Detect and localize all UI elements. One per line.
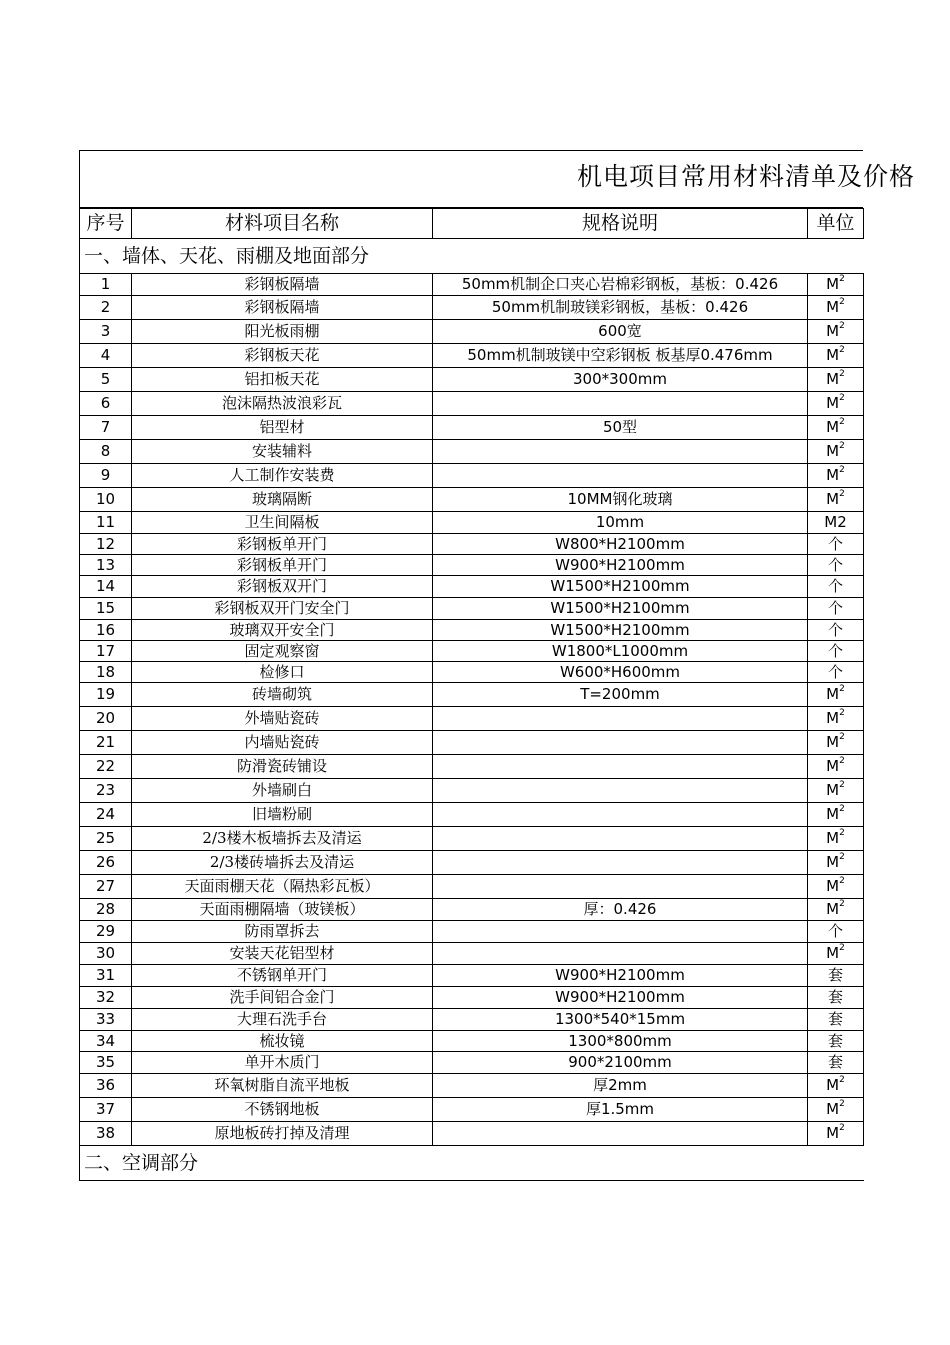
table-row	[80, 620, 864, 641]
table-row	[80, 320, 864, 344]
row-name: 天面雨棚隔墙（玻镁板）	[132, 899, 433, 921]
row-no: 16	[80, 620, 132, 641]
table-row	[80, 1074, 864, 1098]
row-no: 29	[80, 921, 132, 943]
row-unit: M2	[808, 512, 864, 534]
row-name: 环氧树脂自流平地板	[132, 1074, 433, 1098]
table-row	[80, 512, 864, 534]
row-name: 原地板砖打掉及清理	[132, 1122, 433, 1146]
row-unit: 个	[808, 598, 864, 620]
row-spec	[433, 755, 808, 779]
table-row	[80, 296, 864, 320]
row-name: 玻璃隔断	[132, 488, 433, 512]
row-spec	[433, 731, 808, 755]
row-unit-m2: $M^2$	[808, 803, 864, 827]
row-unit: 个	[808, 921, 864, 943]
row-unit-m2: $M^2$	[808, 943, 864, 965]
section-row	[80, 239, 864, 274]
row-no: 23	[80, 779, 132, 803]
row-spec: 50mm机制玻镁彩钢板，基板：0.426	[433, 296, 808, 320]
row-unit: 套	[808, 965, 864, 987]
row-no: 22	[80, 755, 132, 779]
row-spec	[433, 707, 808, 731]
row-spec	[433, 943, 808, 965]
row-spec	[433, 1122, 808, 1146]
row-no: 24	[80, 803, 132, 827]
table-row	[80, 440, 864, 464]
table-row	[80, 899, 864, 921]
header-name: 材料项目名称	[132, 209, 433, 239]
row-unit-m2: $M^2$	[808, 464, 864, 488]
row-name: 彩钢板双开门	[132, 576, 433, 598]
row-no: 28	[80, 899, 132, 921]
row-spec: 厚：0.426	[433, 899, 808, 921]
row-name: 不锈钢地板	[132, 1098, 433, 1122]
row-unit-m2: $M^2$	[808, 274, 864, 296]
row-spec	[433, 827, 808, 851]
row-name: 彩钢板单开门	[132, 534, 433, 555]
row-name: 防雨罩拆去	[132, 921, 433, 943]
row-no: 31	[80, 965, 132, 987]
row-unit-m2: $M^2$	[808, 899, 864, 921]
row-spec: 900*2100mm	[433, 1052, 808, 1074]
header-unit: 单位	[808, 209, 864, 239]
table-row	[80, 1098, 864, 1122]
row-spec: 厚2mm	[433, 1074, 808, 1098]
row-spec: 1300*540*15mm	[433, 1009, 808, 1031]
row-name: 梳妆镜	[132, 1031, 433, 1052]
table-row	[80, 943, 864, 965]
row-name: 天面雨棚天花（隔热彩瓦板）	[132, 875, 433, 899]
row-unit-m2: $M^2$	[808, 1098, 864, 1122]
row-unit: 套	[808, 1052, 864, 1074]
row-no: 4	[80, 344, 132, 368]
row-no: 21	[80, 731, 132, 755]
row-unit-m2: $M^2$	[808, 1074, 864, 1098]
table-row	[80, 987, 864, 1009]
row-no: 30	[80, 943, 132, 965]
row-unit-m2: $M^2$	[808, 392, 864, 416]
material-sheet	[79, 150, 915, 1181]
row-unit-m2: $M^2$	[808, 851, 864, 875]
row-name: 安装辅料	[132, 440, 433, 464]
row-name: 2/3楼砖墙拆去及清运	[132, 851, 433, 875]
row-spec: W1500*H2100mm	[433, 576, 808, 598]
table-row	[80, 274, 864, 296]
table-row	[80, 921, 864, 943]
row-name: 洗手间铝合金门	[132, 987, 433, 1009]
row-unit: 个	[808, 534, 864, 555]
row-unit-m2: $M^2$	[808, 755, 864, 779]
row-no: 3	[80, 320, 132, 344]
row-name: 铝型材	[132, 416, 433, 440]
row-unit-m2: $M^2$	[808, 731, 864, 755]
row-unit-m2: $M^2$	[808, 827, 864, 851]
row-unit-m2: $M^2$	[808, 416, 864, 440]
row-unit: 个	[808, 662, 864, 683]
row-name: 彩钢板隔墙	[132, 296, 433, 320]
row-name: 外墙刷白	[132, 779, 433, 803]
row-no: 12	[80, 534, 132, 555]
row-spec	[433, 875, 808, 899]
table-row	[80, 368, 864, 392]
row-name: 铝扣板天花	[132, 368, 433, 392]
row-name: 外墙贴瓷砖	[132, 707, 433, 731]
row-no: 6	[80, 392, 132, 416]
row-no: 37	[80, 1098, 132, 1122]
row-spec: W1800*L1000mm	[433, 641, 808, 662]
row-spec	[433, 392, 808, 416]
table-row	[80, 344, 864, 368]
row-name: 彩钢板隔墙	[132, 274, 433, 296]
row-no: 7	[80, 416, 132, 440]
row-name: 彩钢板单开门	[132, 555, 433, 576]
row-no: 18	[80, 662, 132, 683]
table-row	[80, 1052, 864, 1074]
row-unit-m2: $M^2$	[808, 875, 864, 899]
row-unit: 套	[808, 1009, 864, 1031]
row-spec	[433, 803, 808, 827]
row-spec: W800*H2100mm	[433, 534, 808, 555]
row-name: 玻璃双开安全门	[132, 620, 433, 641]
row-name: 旧墙粉刷	[132, 803, 433, 827]
row-no: 19	[80, 683, 132, 707]
row-no: 1	[80, 274, 132, 296]
row-no: 20	[80, 707, 132, 731]
table-row	[80, 803, 864, 827]
row-unit-m2: $M^2$	[808, 779, 864, 803]
table-row	[80, 464, 864, 488]
row-spec: 10mm	[433, 512, 808, 534]
row-spec: 10MM钢化玻璃	[433, 488, 808, 512]
row-name: 固定观察窗	[132, 641, 433, 662]
table-row	[80, 641, 864, 662]
row-no: 17	[80, 641, 132, 662]
row-name: 彩钢板双开门安全门	[132, 598, 433, 620]
row-unit: 套	[808, 987, 864, 1009]
table-row	[80, 534, 864, 555]
row-no: 32	[80, 987, 132, 1009]
row-spec: 600宽	[433, 320, 808, 344]
row-no: 25	[80, 827, 132, 851]
row-name: 彩钢板天花	[132, 344, 433, 368]
table-row	[80, 731, 864, 755]
row-no: 11	[80, 512, 132, 534]
table-row	[80, 779, 864, 803]
header-no: 序号	[80, 209, 132, 239]
row-no: 35	[80, 1052, 132, 1074]
row-name: 不锈钢单开门	[132, 965, 433, 987]
row-unit: 个	[808, 576, 864, 598]
row-spec	[433, 464, 808, 488]
section-title: 二、空调部分	[80, 1146, 864, 1181]
row-name: 检修口	[132, 662, 433, 683]
row-no: 36	[80, 1074, 132, 1098]
row-spec: W900*H2100mm	[433, 987, 808, 1009]
row-unit-m2: $M^2$	[808, 683, 864, 707]
row-name: 卫生间隔板	[132, 512, 433, 534]
row-unit: 个	[808, 641, 864, 662]
table-row	[80, 576, 864, 598]
table-row	[80, 488, 864, 512]
row-name: 阳光板雨棚	[132, 320, 433, 344]
table-row	[80, 598, 864, 620]
table-row	[80, 827, 864, 851]
materials-table	[79, 208, 864, 1181]
header-spec: 规格说明	[433, 209, 808, 239]
table-row	[80, 1031, 864, 1052]
table-row	[80, 1122, 864, 1146]
row-name: 2/3楼木板墙拆去及清运	[132, 827, 433, 851]
row-no: 14	[80, 576, 132, 598]
title-row	[79, 150, 915, 208]
row-unit: 个	[808, 620, 864, 641]
row-spec: W900*H2100mm	[433, 965, 808, 987]
table-row	[80, 683, 864, 707]
table-row	[80, 1009, 864, 1031]
row-unit-m2: $M^2$	[808, 1122, 864, 1146]
table-row	[80, 875, 864, 899]
row-spec	[433, 440, 808, 464]
row-spec: 50mm机制企口夹心岩棉彩钢板，基板：0.426	[433, 274, 808, 296]
row-unit: 套	[808, 1031, 864, 1052]
row-no: 27	[80, 875, 132, 899]
row-no: 33	[80, 1009, 132, 1031]
section-row	[80, 1146, 864, 1181]
row-name: 砖墙砌筑	[132, 683, 433, 707]
table-row	[80, 392, 864, 416]
row-name: 泡沫隔热波浪彩瓦	[132, 392, 433, 416]
row-no: 38	[80, 1122, 132, 1146]
row-unit-m2: $M^2$	[808, 296, 864, 320]
row-spec	[433, 921, 808, 943]
row-spec: 厚1.5mm	[433, 1098, 808, 1122]
row-spec: W600*H600mm	[433, 662, 808, 683]
table-row	[80, 662, 864, 683]
table-row	[80, 755, 864, 779]
row-no: 26	[80, 851, 132, 875]
row-unit: 个	[808, 555, 864, 576]
row-unit-m2: $M^2$	[808, 320, 864, 344]
row-no: 2	[80, 296, 132, 320]
row-spec: 300*300mm	[433, 368, 808, 392]
table-row	[80, 851, 864, 875]
table-row	[80, 707, 864, 731]
row-spec: 1300*800mm	[433, 1031, 808, 1052]
row-no: 13	[80, 555, 132, 576]
row-no: 15	[80, 598, 132, 620]
row-name: 单开木质门	[132, 1052, 433, 1074]
row-no: 34	[80, 1031, 132, 1052]
table-row	[80, 416, 864, 440]
row-no: 9	[80, 464, 132, 488]
table-row	[80, 555, 864, 576]
row-unit-m2: $M^2$	[808, 488, 864, 512]
row-spec: W900*H2100mm	[433, 555, 808, 576]
row-no: 5	[80, 368, 132, 392]
row-unit-m2: $M^2$	[808, 440, 864, 464]
row-name: 安装天花铝型材	[132, 943, 433, 965]
row-spec: W1500*H2100mm	[433, 598, 808, 620]
row-spec: 50mm机制玻镁中空彩钢板 板基厚0.476mm	[433, 344, 808, 368]
row-no: 10	[80, 488, 132, 512]
row-spec: 50型	[433, 416, 808, 440]
row-spec: T=200mm	[433, 683, 808, 707]
row-name: 大理石洗手台	[132, 1009, 433, 1031]
row-unit-m2: $M^2$	[808, 368, 864, 392]
row-spec: W1500*H2100mm	[433, 620, 808, 641]
row-unit-m2: $M^2$	[808, 344, 864, 368]
page-title: 机电项目常用材料清单及价格	[576, 162, 915, 191]
row-spec	[433, 851, 808, 875]
header-row	[80, 209, 864, 239]
row-unit-m2: $M^2$	[808, 707, 864, 731]
row-name: 人工制作安装费	[132, 464, 433, 488]
row-no: 8	[80, 440, 132, 464]
row-name: 内墙贴瓷砖	[132, 731, 433, 755]
table-row	[80, 965, 864, 987]
row-spec	[433, 779, 808, 803]
row-name: 防滑瓷砖铺设	[132, 755, 433, 779]
section-title: 一、墙体、天花、雨棚及地面部分	[80, 239, 864, 274]
